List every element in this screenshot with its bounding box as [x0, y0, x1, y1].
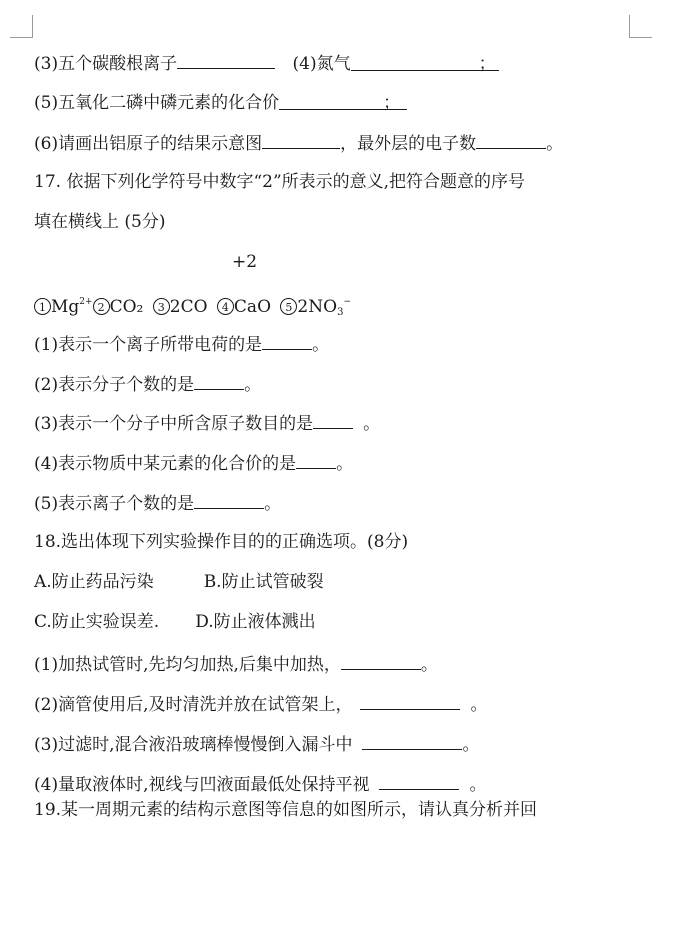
question-line-3-4: [34, 51, 499, 75]
punctuation: 。: [469, 775, 487, 795]
answer-blank[interactable]: [262, 332, 312, 350]
item-text: (1)加热试管时,先均匀加热,后集中加热，: [34, 655, 341, 675]
q18-item-1: [34, 652, 438, 676]
item-text: (3)过滤时,混合液沿玻璃棒慢慢倒入漏斗中: [34, 735, 353, 755]
page-corner-mark-left: [10, 15, 33, 38]
punctuation: 。: [420, 655, 438, 675]
answer-blank[interactable]: [341, 652, 421, 670]
q18-item-2: [34, 692, 487, 716]
question-text: ，最外层的电子数: [340, 134, 477, 154]
answer-blank[interactable]: [476, 131, 546, 149]
charge-superscript: 2+: [79, 297, 93, 307]
option-symbol: Mg: [51, 297, 80, 317]
question-line-6: [34, 131, 563, 155]
punctuation: ；: [383, 93, 401, 113]
punctuation: ；: [478, 54, 496, 74]
q18-item-3: [34, 732, 479, 756]
valence-mark: +2: [232, 252, 258, 272]
q17-item-1: [34, 332, 329, 356]
q17-item-5: [34, 491, 281, 515]
q17-item-4: [34, 451, 353, 475]
subscript: 3: [337, 307, 344, 318]
punctuation: 。: [336, 454, 354, 474]
answer-blank[interactable]: [262, 131, 340, 149]
answer-blank[interactable]: [279, 92, 407, 113]
option-c: C.防止实验误差.: [34, 612, 160, 632]
answer-blank[interactable]: [360, 692, 460, 710]
option-symbol: 2CO: [169, 297, 208, 317]
answer-blank[interactable]: [296, 451, 336, 469]
option-number: 5: [280, 298, 297, 315]
question-18-title: 18.选出体现下列实验操作目的的正确选项。(8分): [34, 532, 409, 552]
question-17-title-cont: 填在横线上 (5分): [34, 212, 166, 232]
question-text: (3)五个碳酸根离子: [34, 54, 178, 74]
answer-blank[interactable]: [379, 772, 459, 790]
answer-blank[interactable]: [351, 53, 499, 74]
item-text: (4)表示物质中某元素的化合价的是: [34, 454, 297, 474]
question-line-5: [34, 92, 407, 114]
charge-superscript: −: [343, 297, 351, 307]
punctuation: 。: [312, 335, 330, 355]
option-a: A.防止药品污染: [34, 572, 154, 592]
question-text: (4)氮气: [292, 54, 351, 74]
item-text: (2)表示分子个数的是: [34, 375, 195, 395]
option-number: 3: [153, 298, 170, 315]
q18-item-4: [34, 772, 486, 796]
punctuation: 。: [363, 414, 381, 434]
punctuation: 。: [244, 375, 262, 395]
q18-options-row-1: [34, 571, 324, 593]
q17-item-2: [34, 372, 261, 396]
item-text: (1)表示一个离子所带电荷的是: [34, 335, 263, 355]
page-corner-mark-right: [629, 15, 652, 38]
answer-blank[interactable]: [194, 372, 244, 390]
punctuation: 。: [462, 735, 480, 755]
question-text: (6)请画出铝原子的结果示意图: [34, 134, 263, 154]
question-19-title: 19.某一周期元素的结构示意图等信息的如图所示，请认真分析并回: [34, 800, 538, 820]
option-number: 1: [34, 298, 51, 315]
option-number: 4: [217, 298, 234, 315]
q18-options-row-2: [34, 611, 316, 633]
option-symbol: CaO: [233, 297, 272, 317]
option-number: 2: [93, 298, 110, 315]
question-text: (5)五氧化二磷中磷元素的化合价: [34, 93, 280, 113]
option-b: B.防止试管破裂: [203, 572, 324, 592]
option-symbol: 2NO: [297, 297, 338, 317]
item-text: (2)滴管使用后,及时清洗并放在试管架上，: [34, 695, 353, 715]
punctuation: 。: [264, 494, 282, 514]
punctuation: 。: [546, 134, 564, 154]
punctuation: 。: [470, 695, 488, 715]
answer-blank[interactable]: [194, 491, 264, 509]
answer-blank[interactable]: [313, 411, 353, 429]
option-symbol: CO₂: [109, 297, 144, 317]
option-d: D.防止液体溅出: [195, 612, 316, 632]
question-17-title: 17. 依据下列化学符号中数字“2”所表示的意义,把符合题意的序号: [34, 172, 526, 192]
item-text: (3)表示一个分子中所含原子数目的是: [34, 414, 314, 434]
answer-blank[interactable]: [362, 732, 462, 750]
item-text: (4)量取液体时,视线与凹液面最低处保持平视: [34, 775, 370, 795]
answer-blank[interactable]: [177, 51, 275, 69]
item-text: (5)表示离子个数的是: [34, 494, 195, 514]
symbol-options: [34, 291, 351, 324]
q17-item-3: [34, 411, 380, 435]
